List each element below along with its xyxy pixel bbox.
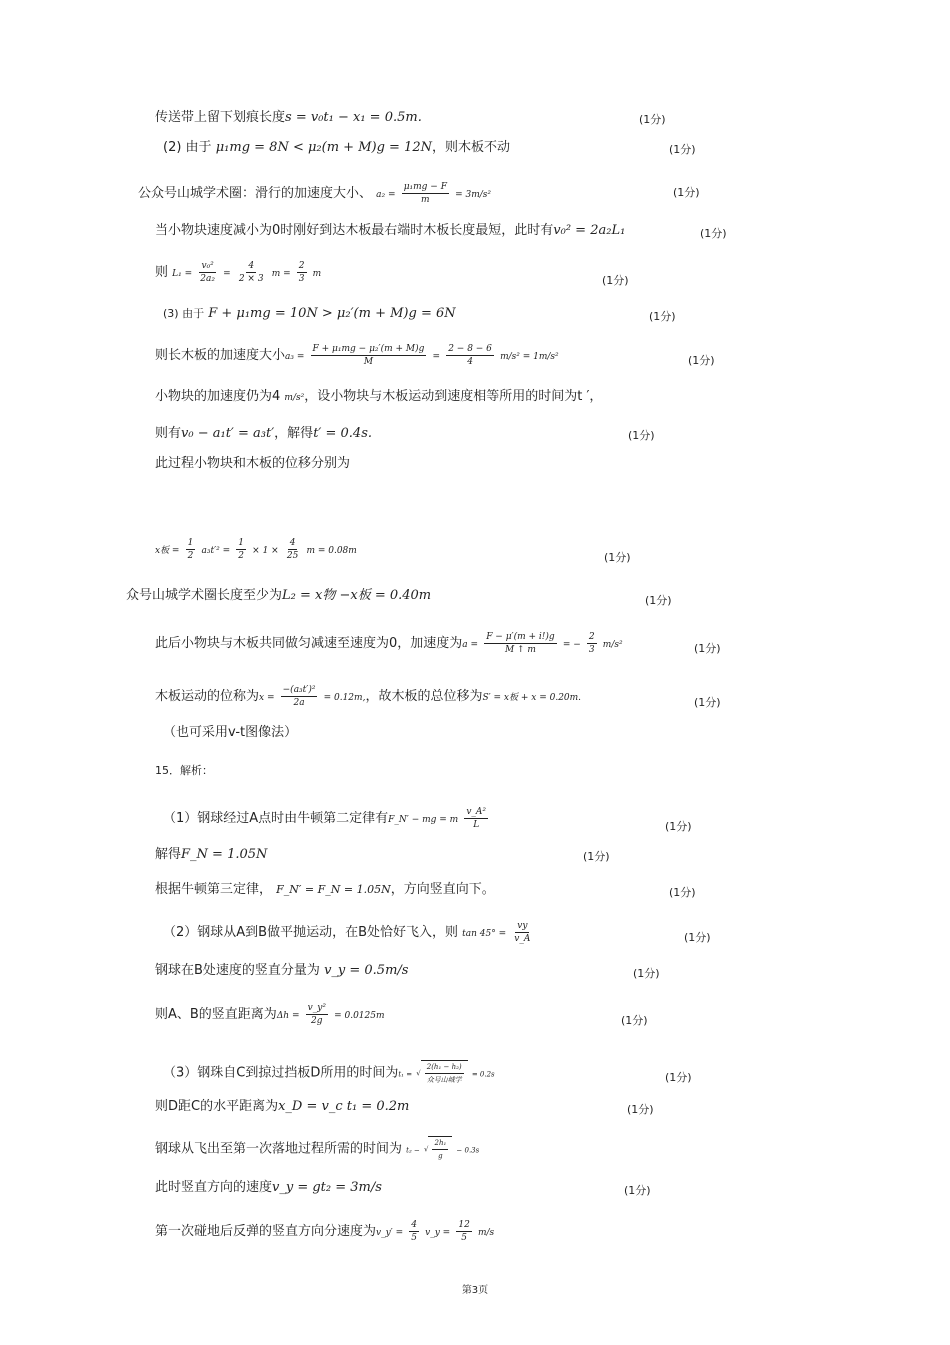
fraction — [311, 343, 427, 368]
text: 则D距C的水平距离为 — [155, 1099, 279, 1114]
fraction — [237, 260, 266, 285]
formula: s = v₀t₁ − x₁ = 0.5m. — [285, 110, 422, 125]
line-board-static — [163, 139, 510, 157]
numerator: 2h₁ — [432, 1137, 448, 1150]
formula: F_N′ − mg = m — [388, 815, 459, 825]
radical-sign-icon: √ — [424, 1145, 429, 1154]
formula: μ₁mg = 8N < μ₂(m + M)g = 12N — [215, 140, 432, 155]
formula: a = — [462, 640, 479, 650]
formula: F_N′ = F_N = 1.05N — [276, 883, 391, 896]
denominator: 2g — [311, 1016, 323, 1026]
denominator: 3 — [298, 274, 305, 284]
numerator: 2 — [588, 632, 595, 642]
fraction — [186, 537, 196, 562]
formula: = — [223, 269, 231, 279]
fraction — [409, 1219, 419, 1244]
text: 当小物块速度减小为0时刚好到达木板最右端时木板长度最短，此时有 — [155, 223, 554, 238]
numerator: −(a₃t′)² — [282, 685, 316, 695]
text: (2) 由于 — [163, 140, 212, 155]
fraction — [402, 181, 449, 206]
text: 小物块的加速度仍为4 — [155, 389, 281, 404]
line-accel-a3 — [155, 343, 559, 368]
formula: m = 0.08m — [306, 546, 357, 556]
fraction — [432, 1137, 448, 1162]
numerator: 2(h₁ − h₂) — [425, 1061, 464, 1074]
denominator: 2a — [293, 698, 305, 708]
score-mark: (1分) — [700, 227, 727, 240]
score-mark: (1分) — [624, 1184, 651, 1197]
section-heading-15 — [155, 762, 213, 780]
fraction — [306, 1002, 328, 1027]
numerator: 2 — [298, 261, 305, 271]
line-x-board — [155, 537, 357, 562]
formula: m — [312, 269, 322, 279]
formula: L₂ = x物 −x板 = 0.40m — [282, 588, 432, 603]
formula: Δh = — [276, 1011, 300, 1021]
text: ，方向竖直向下。 — [390, 882, 495, 897]
formula: v₀ − a₁t′ = a₃t′ — [181, 426, 275, 441]
formula: m = — [271, 269, 291, 279]
radical-sign-icon: √ — [416, 1069, 421, 1078]
formula: m/s² — [284, 393, 305, 403]
score-mark: (1分) — [627, 1103, 654, 1116]
score-mark: (1分) — [645, 594, 672, 607]
line-time-first-landing — [155, 1136, 479, 1162]
line-common-decel — [155, 631, 623, 656]
denominator: M — [363, 357, 374, 367]
line-vertical-velocity-landing — [155, 1179, 382, 1197]
denominator: 2 — [238, 551, 245, 561]
text: 则有 — [155, 426, 182, 441]
formula: F + μ₁mg = 10N > μ₂′(m + M)g = 6N — [208, 306, 456, 321]
fraction — [281, 684, 318, 709]
formula: a₃t′² = — [201, 546, 231, 556]
line-solve-FN — [155, 846, 267, 864]
formula: x = — [259, 693, 275, 703]
formula: = 0.2s — [471, 1070, 495, 1079]
formula: = 3m/s² — [455, 190, 492, 200]
fraction — [236, 537, 246, 562]
denominator: 4 — [467, 357, 473, 367]
text: ，则木板不动 — [431, 140, 510, 155]
score-mark: (1分) — [639, 113, 666, 126]
numerator: 4 — [411, 1220, 418, 1230]
score-mark: (1分) — [673, 186, 700, 199]
line-L1 — [155, 260, 321, 285]
numerator: v_A² — [466, 807, 487, 817]
formula: t₁ = — [398, 1070, 413, 1079]
line-projectile-AB — [163, 920, 534, 945]
line-scratch-length — [155, 109, 422, 127]
line-vt-note — [163, 724, 297, 742]
fraction — [484, 631, 556, 656]
line-displacements-intro — [155, 455, 350, 473]
text: （2）钢球从A到B做平抛运动，在B处恰好飞入，则 — [163, 925, 459, 940]
denominator: m — [421, 195, 430, 205]
numerator: F + μ₁mg − μ₂′(m + M)g — [312, 344, 425, 354]
text: ，设小物块与木板运动到速度相等所用的时间为t ′， — [304, 389, 603, 404]
formula: = — [432, 352, 441, 362]
page-number: 第3页 — [461, 1285, 489, 1296]
score-mark: (1分) — [604, 551, 631, 564]
sqrt — [424, 1136, 452, 1162]
score-mark: (1分) — [583, 850, 610, 863]
score-mark: (1分) — [621, 1014, 648, 1027]
denominator: v_A — [514, 934, 531, 944]
formula: v_y = — [425, 1228, 451, 1238]
formula: = 0.0125m — [334, 1011, 385, 1021]
denominator: L — [473, 820, 480, 830]
fraction — [512, 920, 532, 945]
line-accel-a2 — [138, 181, 491, 206]
line-newton-second — [163, 806, 490, 831]
formula: x板 = — [155, 546, 180, 556]
formula: x_D = v_c t₁ = 0.2m — [278, 1099, 410, 1114]
formula: L₁ = — [172, 269, 193, 279]
formula: t′ = 0.4s. — [313, 426, 372, 441]
text: 众号山城学术圈长度至少为 — [126, 588, 283, 603]
formula: × 1 × — [252, 546, 279, 556]
text: 传送带上留下划痕长度 — [155, 110, 286, 125]
numerator: 12 — [458, 1220, 470, 1230]
score-mark: (1分) — [688, 354, 715, 367]
denominator: M ↑ m — [504, 645, 536, 655]
formula: m/s² — [602, 640, 623, 650]
score-mark: (1分) — [633, 967, 660, 980]
denominator: 25 — [286, 551, 299, 561]
numerator: 1 — [238, 538, 245, 548]
line-shortest-board — [155, 222, 625, 240]
formula: a₂ = — [376, 190, 396, 200]
text: 则长木板的加速度大小 — [155, 348, 286, 363]
text: 钢球在B处速度的竖直分量为 — [155, 963, 320, 978]
formula: = − — [562, 640, 581, 650]
fraction — [198, 260, 217, 285]
fraction — [587, 631, 597, 656]
text: （1）钢球经过A点时由牛顿第二定律有 — [163, 811, 389, 826]
text: ，解得 — [274, 426, 314, 441]
line-block-accel — [155, 388, 602, 407]
formula: m/s² = 1m/s² — [500, 352, 559, 362]
denominator: 众号山城学 — [426, 1076, 462, 1084]
fraction — [464, 806, 488, 831]
line-vertical-distance-AB — [155, 1002, 385, 1027]
formula: v₀² = 2a₂L₁ — [553, 223, 626, 238]
formula: v_y = 0.5m/s — [324, 963, 409, 978]
formula: F_N = 1.05N — [181, 847, 268, 862]
score-mark: (1分) — [694, 642, 721, 655]
text: 15．解析： — [155, 764, 213, 777]
text: 此时竖直方向的速度 — [155, 1180, 273, 1195]
line-board-total-displacement — [155, 684, 581, 709]
denominator: 2a₂ — [200, 274, 215, 284]
score-mark: (1分) — [684, 931, 711, 944]
denominator: 3 — [588, 645, 595, 655]
score-mark: (1分) — [694, 696, 721, 709]
numerator: 2 − 8 − 6 — [448, 344, 492, 354]
text: （也可采用v-t图像法） — [163, 725, 298, 740]
numerator: v₀² — [201, 261, 214, 271]
denominator: 2 — [187, 551, 194, 561]
text: 则A、B的竖直距离为 — [155, 1007, 277, 1022]
score-mark: (1分) — [628, 429, 655, 442]
line-vertical-velocity-B — [155, 962, 408, 980]
denominator: g — [438, 1152, 443, 1160]
formula: − 0.3s — [456, 1146, 480, 1155]
formula: t₂ − — [406, 1146, 420, 1155]
fraction — [425, 1061, 464, 1086]
line-L2 — [126, 587, 431, 605]
formula: = 0.12m, — [323, 693, 366, 703]
text: （3）钢珠自C到掠过挡板D所用的时间为 — [163, 1065, 399, 1081]
fraction — [446, 343, 494, 368]
score-mark: (1分) — [669, 886, 696, 899]
fraction — [285, 537, 300, 562]
line-solve-t — [155, 425, 372, 443]
formula: m/s — [477, 1228, 495, 1238]
sqrt — [416, 1060, 467, 1086]
line-rebound-velocity — [155, 1219, 494, 1244]
text: (3) 由于 — [163, 307, 205, 320]
formula: a₃ = — [285, 352, 305, 362]
text: 木板运动的位称为 — [155, 689, 260, 704]
score-mark: (1分) — [665, 820, 692, 833]
score-mark: (1分) — [649, 310, 676, 323]
numerator: vy — [517, 921, 528, 931]
text: 根据牛顿第三定律， — [155, 882, 273, 897]
numerator: 1 — [187, 538, 194, 548]
text: 第一次碰地后反弹的竖直方向分速度为 — [155, 1224, 377, 1239]
line-horizontal-distance-D — [155, 1098, 409, 1116]
line-newton-third — [155, 881, 495, 899]
text: 钢球从飞出至第一次落地过程所需的时间为 — [155, 1141, 403, 1157]
line-time-C-to-D — [163, 1060, 495, 1086]
numerator: v_y² — [307, 1003, 326, 1013]
formula: S′ = x板 + x = 0.20m. — [482, 693, 582, 703]
text: 此后小物块与木板共同做匀减速至速度为0，加速度为 — [155, 636, 463, 651]
score-mark: (1分) — [602, 274, 629, 287]
text: 解得 — [155, 847, 182, 862]
text: ，故木板的总位移为 — [365, 689, 483, 704]
score-mark: (1分) — [669, 143, 696, 156]
fraction — [456, 1219, 471, 1244]
text: 此过程小物块和木板的位移分别为 — [155, 456, 351, 471]
text: 公众号山城学术圈：滑行的加速度大小、 — [138, 186, 373, 201]
formula: v_y = gt₂ = 3m/s — [272, 1180, 382, 1195]
formula: v_y′ = — [376, 1228, 404, 1238]
score-mark: (1分) — [665, 1071, 692, 1084]
numerator: 4 — [289, 538, 296, 548]
denominator: 5 — [411, 1233, 418, 1243]
formula: tan 45° = — [462, 929, 507, 939]
numerator: 4 — [248, 261, 255, 271]
denominator: 2 × 3 — [238, 274, 264, 284]
numerator: μ₁mg − F — [403, 182, 447, 192]
numerator: F − μ′(m + i!)g — [486, 632, 555, 642]
text: 则 — [155, 265, 169, 280]
fraction — [297, 260, 307, 285]
denominator: 5 — [461, 1233, 467, 1243]
line-part3-condition — [163, 305, 456, 323]
